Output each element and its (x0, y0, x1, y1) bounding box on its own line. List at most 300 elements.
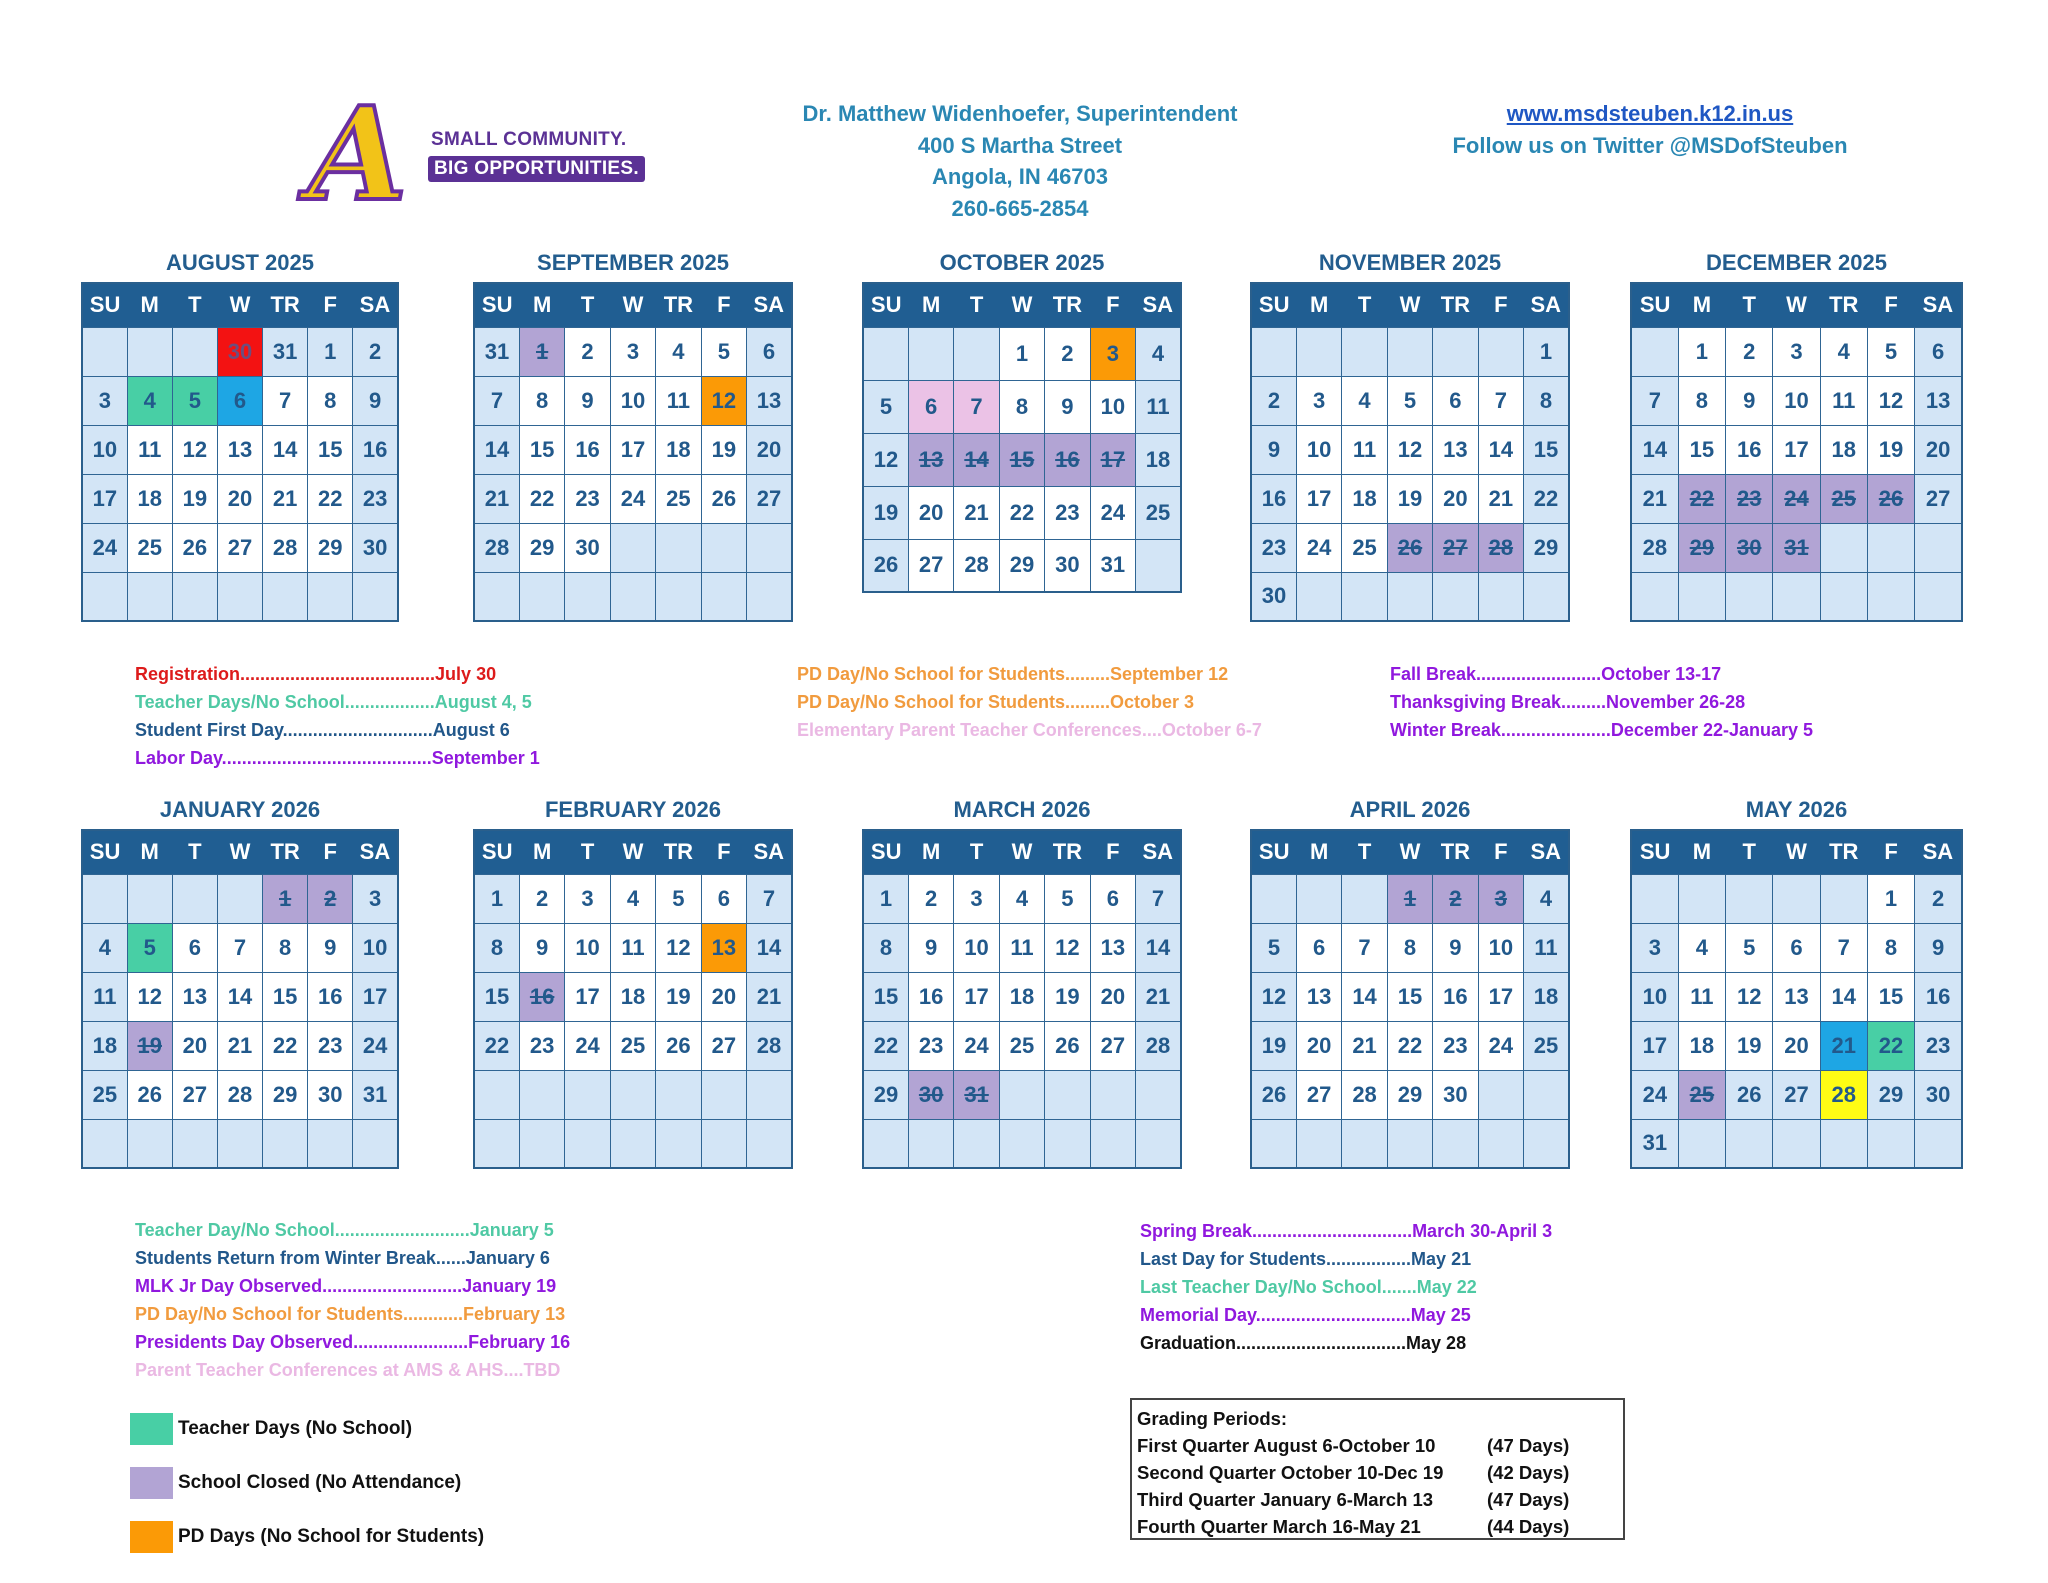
day-cell (1726, 327, 1773, 376)
day-number: 1 (490, 885, 504, 911)
day-number: 30 (1925, 1081, 1951, 1107)
empty-day-cell (610, 1070, 655, 1119)
day-cell (308, 874, 353, 923)
day-number: 16 (318, 983, 343, 1009)
day-cell (656, 474, 701, 523)
day-number: 2 (1449, 885, 1462, 911)
day-number: 28 (272, 534, 298, 560)
day-cell (1915, 923, 1962, 972)
day-number: 27 (1784, 1081, 1809, 1107)
empty-day-cell (1090, 1070, 1135, 1119)
weekday-header: T (565, 830, 610, 874)
day-cell (1090, 874, 1135, 923)
day-cell (308, 523, 353, 572)
empty-day-cell (1867, 572, 1914, 621)
day-cell (1251, 523, 1296, 572)
day-number: 7 (279, 387, 292, 413)
day-cell (82, 972, 127, 1021)
empty-day-cell (656, 1070, 701, 1119)
weekday-header: T (954, 830, 999, 874)
day-number: 18 (1533, 983, 1559, 1009)
empty-day-cell (263, 572, 308, 621)
day-number: 24 (1784, 485, 1809, 511)
day-number: 26 (1736, 1081, 1762, 1107)
empty-day-cell (127, 874, 172, 923)
empty-day-cell (1342, 1119, 1387, 1168)
day-number: 6 (1790, 934, 1803, 960)
weekday-header: W (999, 283, 1044, 327)
day-number: 9 (581, 387, 594, 413)
day-cell (1090, 972, 1135, 1021)
day-cell (1045, 972, 1090, 1021)
day-cell (1867, 923, 1914, 972)
day-cell (863, 923, 908, 972)
empty-day-cell (519, 1119, 564, 1168)
day-cell (263, 972, 308, 1021)
day-number: 15 (484, 983, 510, 1009)
week-row (1631, 572, 1962, 621)
day-number: 17 (1100, 446, 1126, 472)
day-cell (217, 425, 262, 474)
day-number: 24 (1642, 1081, 1668, 1107)
empty-day-cell (747, 1119, 792, 1168)
day-cell (1387, 474, 1432, 523)
weekday-header: M (1678, 283, 1725, 327)
day-number: 30 (918, 1081, 944, 1107)
day-cell (1867, 874, 1914, 923)
day-number: 5 (1884, 338, 1898, 364)
empty-day-cell (656, 523, 701, 572)
day-cell (610, 874, 655, 923)
day-cell (1773, 376, 1820, 425)
day-number: 13 (756, 387, 782, 413)
weekday-header: SU (1251, 283, 1296, 327)
day-number: 7 (1494, 387, 1507, 413)
day-cell (747, 474, 792, 523)
day-number: 19 (1397, 485, 1423, 511)
day-cell (1726, 972, 1773, 1021)
weekday-header: W (999, 830, 1044, 874)
grading-period-row (1137, 1513, 1618, 1540)
day-cell (1867, 327, 1914, 376)
day-number: 20 (1443, 485, 1468, 511)
day-number: 13 (1100, 934, 1126, 960)
weekday-header-row (1631, 830, 1962, 874)
empty-day-cell (1433, 327, 1478, 376)
day-cell (954, 433, 999, 486)
day-cell (701, 425, 746, 474)
day-number: 17 (1306, 485, 1332, 511)
day-number: 30 (362, 534, 388, 560)
day-number: 2 (536, 885, 549, 911)
website-link[interactable]: www.msdsteuben.k12.in.us (1506, 101, 1794, 126)
day-number: 12 (1397, 436, 1423, 462)
day-cell (1726, 376, 1773, 425)
day-cell (172, 523, 217, 572)
day-number: 9 (324, 934, 337, 960)
empty-day-cell (1631, 327, 1678, 376)
weekday-header-row (1251, 830, 1569, 874)
weekday-header: T (172, 283, 217, 327)
day-cell (701, 923, 746, 972)
week-row (82, 972, 398, 1021)
day-cell (954, 1070, 999, 1119)
day-cell (1045, 380, 1090, 433)
calendar-grid (1250, 829, 1570, 1169)
day-cell (474, 972, 519, 1021)
empty-day-cell (82, 874, 127, 923)
day-number: 14 (964, 446, 989, 472)
day-number: 13 (1784, 983, 1809, 1009)
day-number: 17 (1642, 1032, 1668, 1058)
week-row (1251, 474, 1569, 523)
day-cell (82, 1021, 127, 1070)
empty-day-cell (127, 1119, 172, 1168)
day-cell (1773, 923, 1820, 972)
day-number: 27 (756, 485, 782, 511)
day-number: 22 (1878, 1032, 1904, 1058)
empty-day-cell (1524, 1070, 1569, 1119)
day-cell (353, 972, 398, 1021)
empty-day-cell (656, 1119, 701, 1168)
week-row (863, 433, 1181, 486)
empty-day-cell (308, 572, 353, 621)
district-logo (300, 80, 650, 230)
weekday-header: SU (474, 830, 519, 874)
weekday-header-row (474, 283, 792, 327)
color-key (130, 1402, 484, 1564)
day-cell (1524, 523, 1569, 572)
day-cell (908, 380, 953, 433)
day-number: 4 (1015, 885, 1029, 911)
day-number: 22 (1397, 1032, 1423, 1058)
week-row (1631, 425, 1962, 474)
event-note: PD Day/No School for Students.........October 3 (797, 692, 1195, 712)
empty-day-cell (701, 572, 746, 621)
day-cell (353, 923, 398, 972)
contact-block (760, 98, 1280, 224)
empty-day-cell (519, 572, 564, 621)
empty-day-cell (565, 572, 610, 621)
day-number: 4 (1695, 934, 1709, 960)
day-cell (954, 539, 999, 592)
day-cell (999, 433, 1044, 486)
day-number: 23 (318, 1032, 343, 1058)
day-number: 11 (1352, 436, 1377, 462)
day-cell (1045, 486, 1090, 539)
day-cell (1631, 523, 1678, 572)
day-cell (353, 474, 398, 523)
day-cell (1251, 474, 1296, 523)
calendar-grid (862, 829, 1182, 1169)
day-cell (1915, 1070, 1962, 1119)
day-cell (1726, 1070, 1773, 1119)
weekday-header: M (519, 283, 564, 327)
day-cell (82, 376, 127, 425)
day-number: 20 (711, 983, 737, 1009)
week-row (474, 874, 792, 923)
day-cell (1678, 923, 1725, 972)
day-cell (353, 1070, 398, 1119)
day-number: 27 (182, 1081, 208, 1107)
day-number: 21 (1488, 485, 1514, 511)
empty-day-cell (610, 523, 655, 572)
day-number: 2 (1743, 338, 1756, 364)
empty-day-cell (1478, 327, 1523, 376)
empty-day-cell (172, 1119, 217, 1168)
day-cell (701, 376, 746, 425)
weekday-header: SA (1136, 283, 1181, 327)
day-cell (1773, 523, 1820, 572)
day-cell (656, 327, 701, 376)
weekday-header: SA (1524, 283, 1569, 327)
weekday-header: W (1773, 283, 1820, 327)
day-number: 1 (1015, 340, 1029, 366)
day-number: 19 (666, 983, 691, 1009)
day-cell (747, 376, 792, 425)
empty-day-cell (954, 327, 999, 380)
day-cell (353, 874, 398, 923)
empty-day-cell (1678, 572, 1725, 621)
day-number: 5 (1267, 934, 1281, 960)
day-cell (999, 539, 1044, 592)
month-calendar-august (81, 248, 399, 622)
key-item-pd-days (130, 1510, 484, 1564)
day-number: 20 (1306, 1032, 1332, 1058)
day-cell (1478, 474, 1523, 523)
weekday-header: W (610, 283, 655, 327)
day-number: 26 (1397, 534, 1423, 560)
day-cell (863, 380, 908, 433)
day-cell (954, 972, 999, 1021)
day-number: 24 (620, 485, 646, 511)
day-number: 10 (575, 934, 600, 960)
day-cell (1867, 474, 1914, 523)
weekday-header: SA (1524, 830, 1569, 874)
empty-day-cell (1773, 572, 1820, 621)
day-cell (82, 523, 127, 572)
day-cell (1045, 327, 1090, 380)
day-number: 5 (879, 393, 893, 419)
day-cell (1678, 327, 1725, 376)
calendar-grid (81, 282, 399, 622)
weekday-header: SU (82, 830, 127, 874)
day-cell (656, 972, 701, 1021)
day-number: 4 (1539, 885, 1553, 911)
day-number: 8 (279, 934, 292, 960)
day-cell (1433, 1070, 1478, 1119)
day-number: 15 (529, 436, 555, 462)
month-title: FEBRUARY 2026 (544, 797, 722, 822)
day-number: 5 (717, 338, 730, 364)
quarter-name: First Quarter August 6-October 10 (1137, 1435, 1436, 1456)
day-number: 10 (1642, 983, 1668, 1009)
day-cell (308, 1021, 353, 1070)
week-row (82, 523, 398, 572)
week-row (863, 327, 1181, 380)
day-number: 21 (1831, 1032, 1856, 1058)
event-note: MLK Jr Day Observed............................January 19 (135, 1276, 557, 1296)
empty-day-cell (1045, 1119, 1090, 1168)
empty-day-cell (1136, 1070, 1181, 1119)
day-cell (1045, 923, 1090, 972)
day-number: 19 (1736, 1032, 1762, 1058)
weekday-header: M (519, 830, 564, 874)
day-number: 17 (964, 983, 989, 1009)
day-number: 24 (1306, 534, 1332, 560)
day-number: 17 (620, 436, 646, 462)
day-number: 14 (272, 436, 298, 462)
day-cell (172, 972, 217, 1021)
event-note: Spring Break................................March 30-April 3 (1140, 1221, 1553, 1241)
day-number: 29 (1689, 534, 1715, 560)
day-cell (908, 1070, 953, 1119)
day-number: 19 (1878, 436, 1904, 462)
calendar-grid (1250, 282, 1570, 622)
day-cell (1631, 1119, 1678, 1168)
day-number: 19 (873, 499, 899, 525)
day-number: 8 (1695, 387, 1709, 413)
day-number: 27 (1443, 534, 1468, 560)
day-cell (1045, 874, 1090, 923)
empty-day-cell (1296, 572, 1341, 621)
day-number: 16 (1736, 436, 1762, 462)
day-cell (747, 972, 792, 1021)
day-number: 27 (1100, 1032, 1126, 1058)
weekday-header: W (1773, 830, 1820, 874)
day-cell (1136, 380, 1181, 433)
day-cell (519, 376, 564, 425)
day-cell (1726, 425, 1773, 474)
day-cell (263, 474, 308, 523)
weekday-header: TR (1045, 830, 1090, 874)
day-cell (610, 425, 655, 474)
day-cell (1820, 376, 1867, 425)
day-number: 25 (620, 1032, 646, 1058)
weekday-header: TR (656, 830, 701, 874)
month-calendar-september (473, 248, 793, 622)
week-row (82, 425, 398, 474)
empty-day-cell (1251, 327, 1296, 376)
day-cell (172, 1021, 217, 1070)
day-cell (1296, 425, 1341, 474)
month-calendar-january (81, 795, 399, 1169)
day-number: 18 (92, 1032, 118, 1058)
empty-day-cell (1478, 1070, 1523, 1119)
day-cell (610, 1021, 655, 1070)
day-number: 19 (182, 485, 208, 511)
day-number: 6 (762, 338, 776, 364)
month-calendar-may (1630, 795, 1963, 1169)
day-cell (1136, 923, 1181, 972)
fall-events-middle (797, 660, 1262, 744)
day-cell (999, 874, 1044, 923)
day-cell (1631, 923, 1678, 972)
day-cell (353, 376, 398, 425)
day-number: 22 (272, 1032, 298, 1058)
day-cell (263, 1021, 308, 1070)
month-calendar-march (862, 795, 1182, 1169)
empty-day-cell (701, 523, 746, 572)
day-number: 13 (227, 436, 253, 462)
day-cell (1524, 327, 1569, 376)
day-number: 29 (1009, 552, 1035, 578)
day-number: 24 (1488, 1032, 1514, 1058)
week-row (1631, 376, 1962, 425)
day-number: 28 (484, 534, 510, 560)
day-number: 2 (925, 885, 938, 911)
day-number: 6 (1931, 338, 1945, 364)
week-row (863, 972, 1181, 1021)
day-cell (82, 1070, 127, 1119)
day-cell (1478, 376, 1523, 425)
day-cell (263, 327, 308, 376)
day-cell (308, 425, 353, 474)
day-number: 5 (672, 885, 685, 911)
day-cell (1678, 1021, 1725, 1070)
day-number: 13 (1925, 387, 1951, 413)
weekday-header: TR (1820, 283, 1867, 327)
day-cell (172, 1070, 217, 1119)
day-number: 14 (484, 436, 510, 462)
week-row (1631, 1119, 1962, 1168)
empty-day-cell (1820, 572, 1867, 621)
empty-day-cell (1251, 874, 1296, 923)
day-number: 15 (1009, 446, 1035, 472)
day-number: 24 (1100, 499, 1126, 525)
day-number: 10 (362, 934, 388, 960)
calendar-grid (1630, 829, 1963, 1169)
empty-day-cell (610, 572, 655, 621)
day-cell (1433, 1021, 1478, 1070)
day-number: 2 (1931, 885, 1945, 911)
empty-day-cell (1726, 1119, 1773, 1168)
day-number: 29 (529, 534, 555, 560)
event-note: Students Return from Winter Break......January 6 (135, 1248, 550, 1268)
day-number: 19 (137, 1032, 162, 1058)
day-cell (1433, 523, 1478, 572)
quarter-days: (42 Days) (1487, 1462, 1570, 1483)
day-cell (1251, 1021, 1296, 1070)
day-number: 7 (1151, 885, 1165, 911)
school-closed-swatch (130, 1467, 173, 1499)
day-number: 5 (1743, 934, 1756, 960)
day-number: 4 (1358, 387, 1371, 413)
weekday-header: W (1387, 283, 1432, 327)
week-row (474, 327, 792, 376)
day-cell (1433, 425, 1478, 474)
day-cell (1678, 1070, 1725, 1119)
day-cell (565, 327, 610, 376)
day-cell (747, 425, 792, 474)
day-cell (1915, 972, 1962, 1021)
empty-day-cell (610, 1119, 655, 1168)
weekday-header: SA (353, 830, 398, 874)
day-cell (1433, 376, 1478, 425)
day-number: 1 (279, 885, 292, 911)
day-cell (1433, 474, 1478, 523)
empty-day-cell (519, 1070, 564, 1119)
day-cell (1090, 539, 1135, 592)
day-cell (908, 433, 953, 486)
month-calendar-december (1630, 248, 1963, 622)
event-note: Last Teacher Day/No School.......May 22 (1140, 1277, 1477, 1297)
empty-day-cell (1726, 874, 1773, 923)
day-cell (1478, 972, 1523, 1021)
day-number: 31 (362, 1081, 388, 1107)
empty-day-cell (172, 572, 217, 621)
day-number: 25 (137, 534, 162, 560)
